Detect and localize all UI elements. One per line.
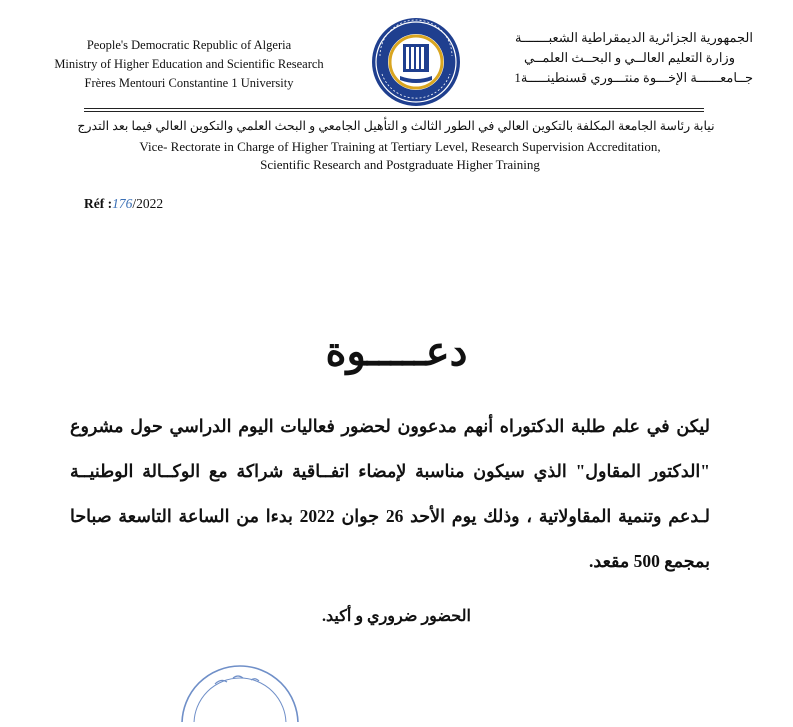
ministry-name-en: Ministry of Higher Education and Scientific Research (54, 57, 324, 71)
closing-note: الحضور ضروري و أكيد. (322, 608, 471, 625)
document-title: دعـــــوة (325, 329, 468, 374)
invitation-body: ليكن في علم طلبة الدكتوراه أنهم مدعوون لحضور فعاليات اليوم الدراسي حول مشروع "الدكتور المقاول" الذي سيكون مناسبة لإمضاء اتفــاقية شراكة مع الوكــالة الوطنيــة لـدعم وتنمية المقاولاتية ، وذلك يوم الأحد 26 جوان 2022 بدءا من الساعة التاسعة صباحا بمجمع 500 مقعد. (70, 416, 710, 571)
university-name-en: Frères Mentouri Constantine 1 University (84, 76, 294, 90)
reference-label: Réf : (84, 196, 113, 211)
vice-rectorate-en-line2: Scientific Research and Postgraduate Higher Training (260, 157, 540, 172)
university-seal-icon (370, 16, 462, 108)
reference-year: /2022 (132, 196, 164, 211)
country-name-en: People's Democratic Republic of Algeria (86, 38, 292, 52)
reference-number: 176 (112, 196, 133, 211)
header-divider-thin (84, 111, 704, 112)
header-left-block (34, 36, 344, 93)
country-name-ar: الجمهورية الجزائرية الديمقراطية الشعبـــــــة (514, 30, 753, 45)
official-stamp-icon (175, 662, 305, 722)
vice-rectorate-en-line1: Vice- Rectorate in Charge of Higher Training at Tertiary Level, Research Supervision Accreditation, (139, 139, 661, 154)
vice-rectorate-ar: نيابة رئاسة الجامعة المكلفة بالتكوين العالي في الطور الثالث و التأهيل الجامعي و البحث العلمي والتكوين العالي فيما بعد التدرج (77, 119, 715, 133)
header-divider (84, 108, 704, 109)
ministry-name-ar: وزارة التعليم العالــي و البحــث العلمــي (523, 50, 735, 65)
header-right-block (493, 28, 753, 88)
vice-rectorate-en (60, 138, 740, 174)
reference (84, 196, 163, 212)
university-name-ar: جــامعــــــة الإخـــوة منتـــوري قسنطينـــــة1 (514, 70, 753, 85)
